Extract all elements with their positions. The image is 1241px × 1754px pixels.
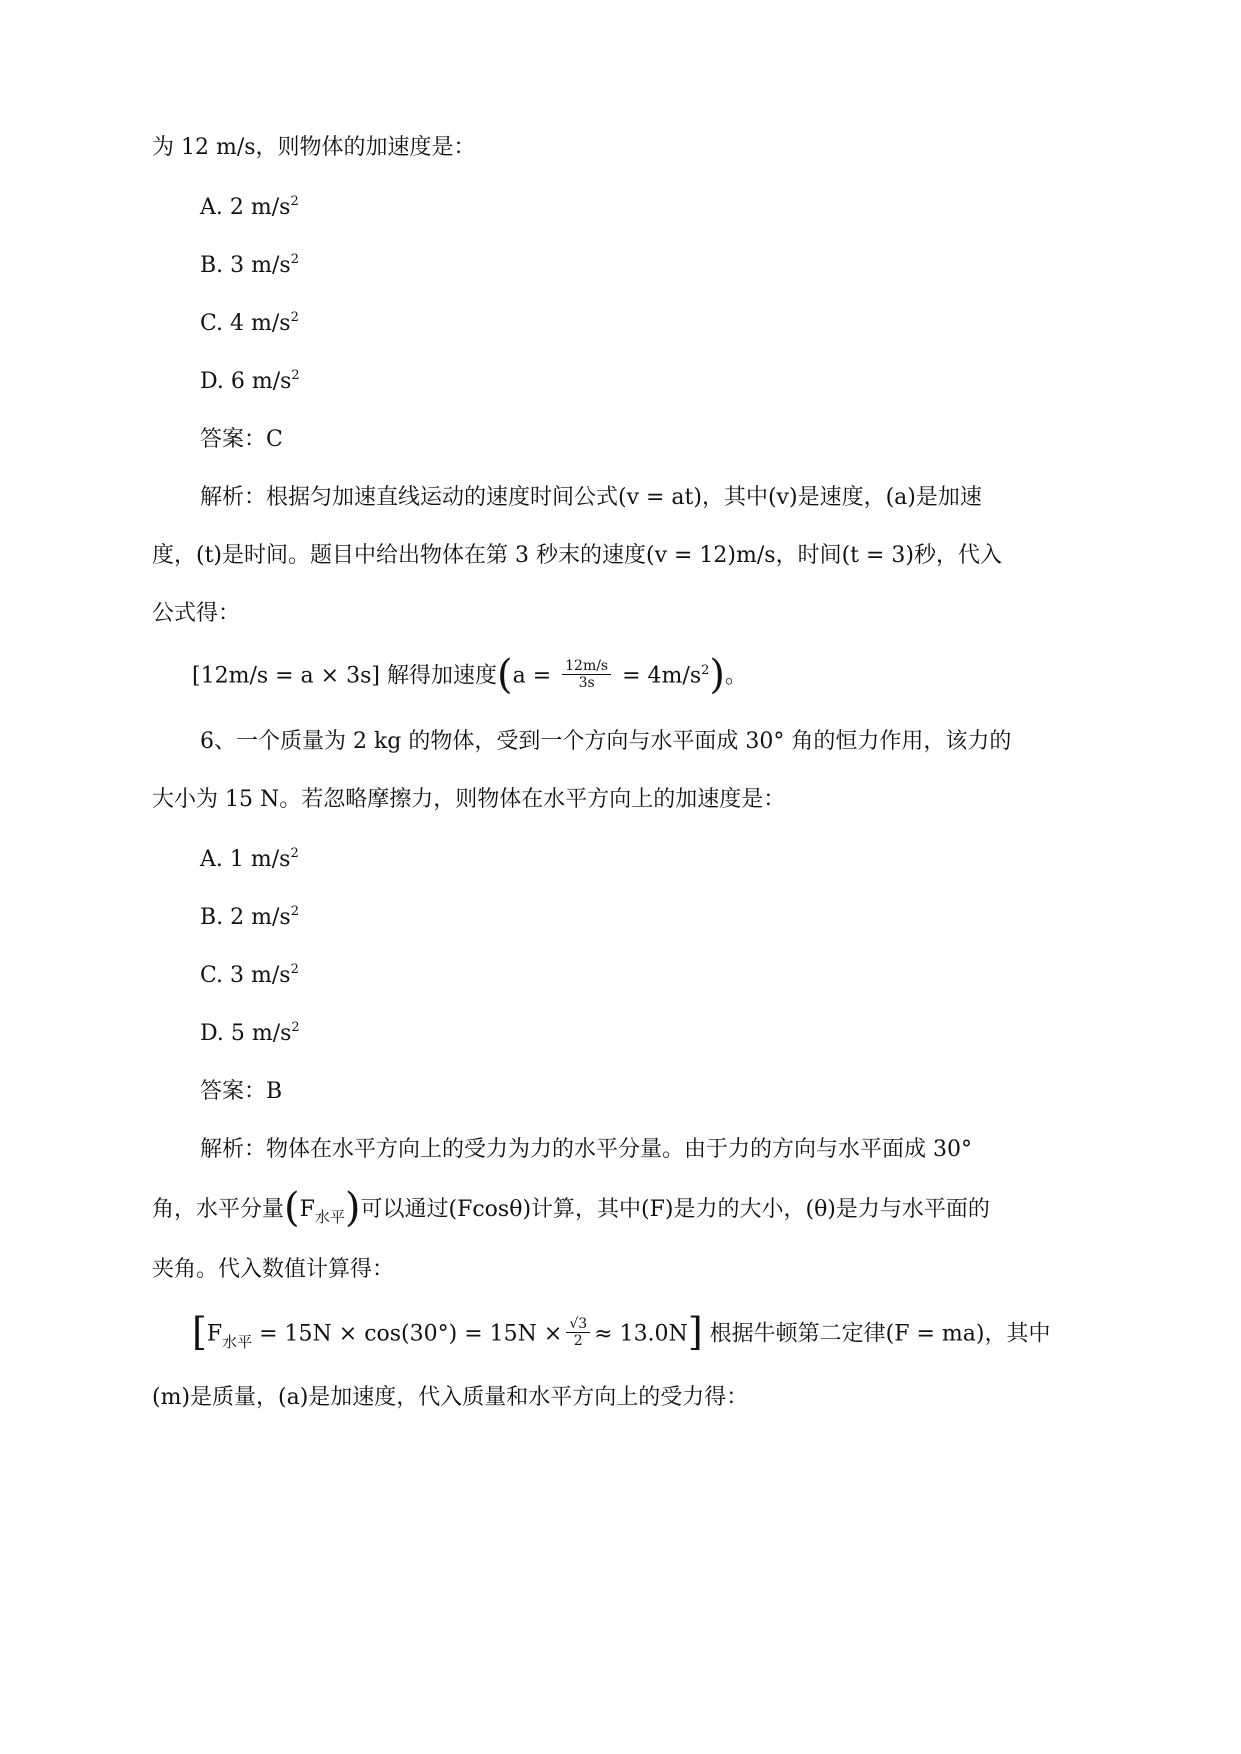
right-bracket: ] [687, 1309, 703, 1354]
q5-formula: [12m/s = a × 3s] 解得加速度(a = $\frac{12m/s}{3s}$ = $4m/s^2$)。 [192, 651, 748, 698]
fraction-denominator: 3s [578, 675, 595, 691]
q5-formula-solve-text: 解得加速度 [379, 663, 497, 689]
q5-stem-tail: 为 12 m/s，则物体的加速度是： [152, 135, 476, 160]
q6-analysis-line5: (m)是质量，(a)是加速度，代入质量和水平方向上的受力得： [152, 1385, 749, 1410]
left-bracket: [ [192, 1309, 207, 1354]
q6-option-c: C. 3 $m/s^2$ [200, 962, 299, 988]
q6-analysis-line1: 解析：物体在水平方向上的受力为力的水平分量。由于力的方向与水平面成 30° [200, 1137, 972, 1162]
q6-option-a: A. 1 $m/s^2$ [200, 846, 299, 872]
q6-formula-fraction [566, 1316, 590, 1349]
fraction-denominator: 2 [573, 1333, 583, 1349]
q6-analysis-line3: 夹角。代入数值计算得： [152, 1257, 395, 1282]
q6-analysis-line2: 角，水平分量$(F_{水平})$可以通过(Fcosθ)计算，其中(F)是力的大小，(θ)是力与水平面的 [152, 1185, 990, 1231]
fraction-numerator: √3 [566, 1316, 590, 1333]
q5-formula-lhs: a = [512, 663, 559, 689]
q5-analysis-line1: 解析：根据匀加速直线运动的速度时间公式(v = at)，其中(v)是速度，(a)是加速 [200, 485, 982, 510]
fraction-numerator: 12m/s [562, 658, 611, 675]
q5-option-b: B. 3 $m/s^2$ [200, 252, 299, 278]
q6-answer: 答案：B [200, 1079, 283, 1104]
q5-option-d: D. 6 $m/s^2$ [200, 368, 300, 394]
q5-answer: 答案：C [200, 427, 283, 452]
q6-formula: [$F_{水平} = 15N \times \cos(30^\circ) = 15N$ × $\frac{√3}{2}$ ≈ 13.0N] 根据牛顿第二定律(F = ma)，其中 [192, 1309, 1051, 1354]
right-paren: ) [709, 651, 725, 698]
q5-analysis-line2: 度，(t)是时间。题目中给出物体在第 3 秒末的速度(v = 12)m/s，时间(t = 3)秒，代入 [152, 543, 1002, 568]
q6-option-b: B. 2 $m/s^2$ [200, 904, 299, 930]
q5-option-c: C. 4 $m/s^2$ [200, 310, 299, 336]
q6-stem-line2: 大小为 15 N。若忽略摩擦力，则物体在水平方向上的加速度是： [152, 787, 786, 812]
q6-stem-line1: 6、一个质量为 2 kg 的物体，受到一个方向与水平面成 30° 角的恒力作用，该力的 [200, 729, 1012, 754]
q5-option-a: A. 2 $m/s^2$ [200, 194, 299, 220]
right-paren: ) [344, 1185, 361, 1231]
q5-formula-rhs: = 4m/s [615, 663, 702, 689]
left-paren: ( [496, 651, 513, 698]
q5-formula-bracket-expr: [12m/s = a × 3s] [192, 663, 380, 689]
q6-option-d: D. 5 $m/s^2$ [200, 1020, 300, 1046]
q5-analysis-line3: 公式得： [152, 601, 241, 626]
q5-formula-fraction [562, 658, 611, 691]
left-paren: ( [284, 1185, 300, 1231]
